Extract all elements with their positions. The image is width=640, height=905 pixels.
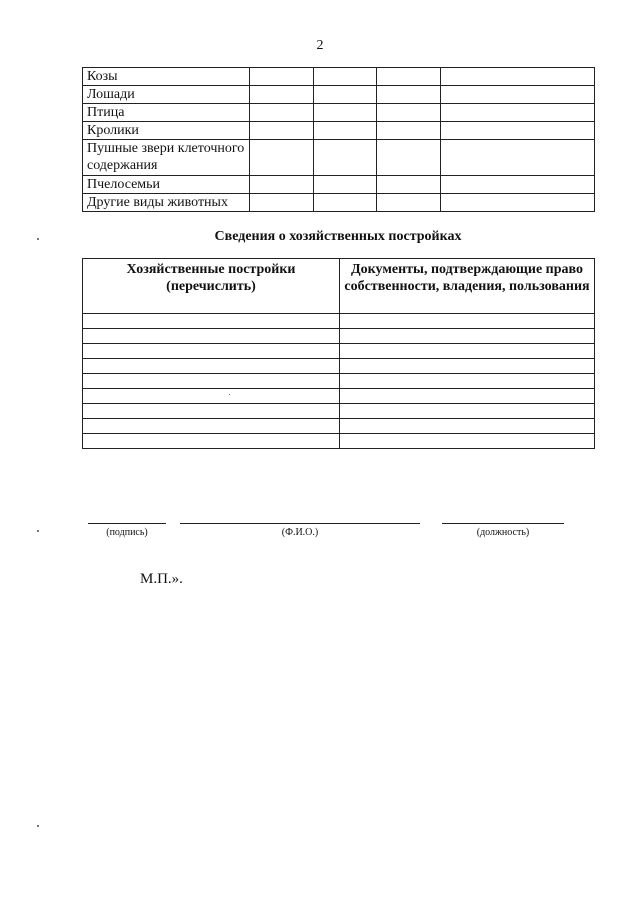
table-cell	[313, 68, 377, 86]
table-cell	[313, 86, 377, 104]
header-buildings: Хозяйственные постройки (перечислить)	[83, 259, 340, 314]
table-cell	[313, 140, 377, 176]
table-row	[83, 374, 595, 389]
signature-line	[88, 523, 166, 524]
table-cell	[250, 68, 314, 86]
row-label-horses: Лошади	[83, 86, 250, 104]
table-cell	[441, 122, 595, 140]
signature-caption: (подпись)	[106, 527, 148, 538]
table-row	[83, 359, 595, 374]
page-number: 2	[316, 38, 324, 53]
name-caption: (Ф.И.О.)	[281, 527, 319, 538]
row-label-bee-colonies: Пчелосемьи	[83, 176, 250, 194]
name-line	[180, 523, 420, 524]
table-cell	[377, 68, 441, 86]
table-cell	[250, 176, 314, 194]
table-cell	[83, 344, 340, 359]
table-cell	[340, 329, 595, 344]
table-header-row	[83, 259, 595, 314]
table-cell	[441, 68, 595, 86]
scan-speck	[229, 394, 230, 395]
table-cell	[377, 194, 441, 212]
position-line	[442, 523, 564, 524]
table-row	[83, 122, 595, 140]
table-cell	[377, 122, 441, 140]
table-row	[83, 344, 595, 359]
table-cell	[441, 104, 595, 122]
table-row	[83, 389, 595, 404]
table-cell	[340, 344, 595, 359]
table-row	[83, 86, 595, 104]
table-cell	[250, 140, 314, 176]
table-cell	[377, 104, 441, 122]
section-title: Сведения о хозяйственных постройках	[214, 229, 462, 244]
buildings-table	[82, 258, 595, 449]
table-cell	[340, 404, 595, 419]
table-row	[83, 68, 595, 86]
table-cell	[250, 122, 314, 140]
table-cell	[340, 434, 595, 449]
table-cell	[83, 374, 340, 389]
header-documents: Документы, подтверждающие право собственности, владения, пользования	[340, 259, 595, 314]
position-caption: (должность)	[476, 527, 530, 538]
table-cell	[377, 140, 441, 176]
table-cell	[313, 104, 377, 122]
table-row	[83, 140, 595, 176]
table-cell	[313, 176, 377, 194]
table-cell	[83, 389, 340, 404]
table-cell	[83, 359, 340, 374]
stamp-mark: М.П.».	[140, 571, 183, 587]
row-label-other-animals: Другие виды животных	[83, 194, 250, 212]
table-cell	[340, 359, 595, 374]
table-cell	[313, 122, 377, 140]
table-cell	[441, 140, 595, 176]
table-cell	[340, 374, 595, 389]
table-row	[83, 404, 595, 419]
scan-speck	[37, 238, 39, 240]
table-cell	[441, 194, 595, 212]
scan-speck	[37, 530, 39, 532]
table-cell	[377, 176, 441, 194]
animals-table	[82, 67, 595, 212]
table-row	[83, 194, 595, 212]
row-label-fur-animals: Пушные звери клеточного содержания	[83, 140, 250, 176]
table-cell	[83, 404, 340, 419]
table-row	[83, 329, 595, 344]
row-label-goats: Козы	[83, 68, 250, 86]
table-cell	[340, 314, 595, 329]
table-cell	[250, 86, 314, 104]
table-cell	[340, 389, 595, 404]
table-cell	[340, 419, 595, 434]
table-row	[83, 104, 595, 122]
table-cell	[377, 86, 441, 104]
table-row	[83, 419, 595, 434]
table-cell	[441, 86, 595, 104]
table-cell	[83, 314, 340, 329]
table-cell	[441, 176, 595, 194]
row-label-poultry: Птица	[83, 104, 250, 122]
table-cell	[313, 194, 377, 212]
table-row	[83, 314, 595, 329]
table-cell	[250, 194, 314, 212]
row-label-rabbits: Кролики	[83, 122, 250, 140]
table-cell	[250, 104, 314, 122]
table-cell	[83, 419, 340, 434]
table-row	[83, 434, 595, 449]
table-cell	[83, 434, 340, 449]
table-cell	[83, 329, 340, 344]
table-row	[83, 176, 595, 194]
scan-speck	[37, 825, 39, 827]
